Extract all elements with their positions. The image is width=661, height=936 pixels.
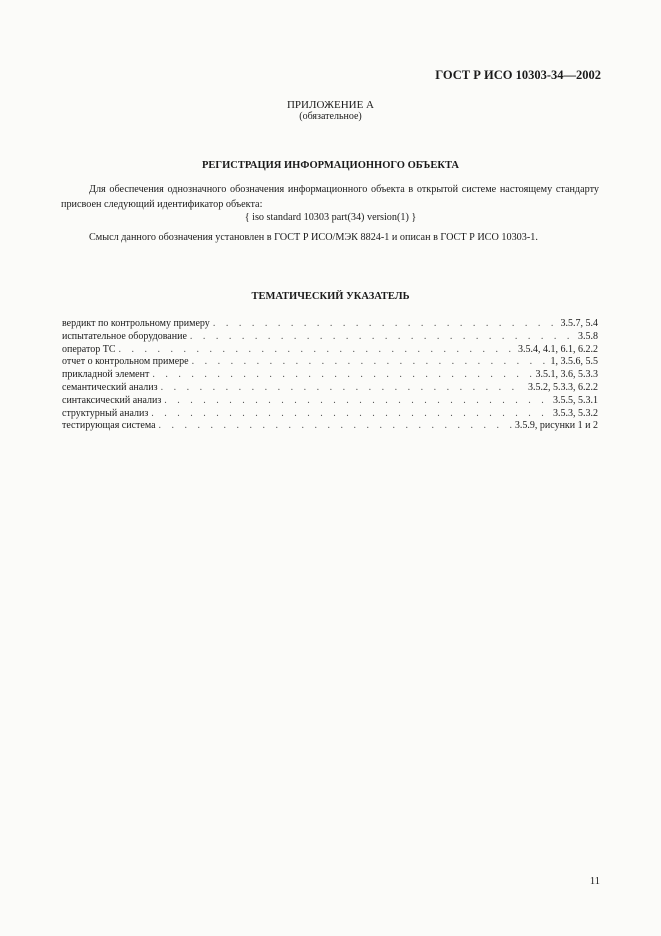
index-term: оператор ТС (62, 343, 116, 355)
index-refs: 3.5.7, 5.4 (560, 318, 598, 329)
registration-title: РЕГИСТРАЦИЯ ИНФОРМАЦИОННОГО ОБЪЕКТА (201, 160, 460, 171)
index-entry (62, 382, 598, 395)
registration-paragraph-2: Смысл данного обозначения установлен в ГОСТ Р ИСО/МЭК 8824-1 и описан в ГОСТ Р ИСО 10303-1. (89, 232, 538, 243)
dot-leader (164, 395, 550, 408)
dot-leader (190, 331, 575, 344)
index-entry (62, 356, 598, 369)
registration-paragraph-1: Для обеспечения однозначного обозначения информационного объекта в открытой системе настоящему стандарту присвоен следующий идентификатор объекта: (61, 184, 599, 210)
dot-leader (152, 369, 532, 382)
index-title: ТЕМАТИЧЕСКИЙ УКАЗАТЕЛЬ (251, 291, 410, 302)
index-entry (62, 408, 598, 421)
dot-leader (213, 318, 558, 331)
index-refs: 3.5.5, 5.3.1 (553, 394, 598, 406)
appendix-heading (0, 100, 661, 122)
subject-index (62, 318, 598, 433)
index-term: семантический анализ (62, 381, 158, 393)
dot-leader (119, 344, 516, 357)
dot-leader (151, 408, 550, 421)
index-entry (62, 318, 598, 331)
index-term: отчет о контрольном примере (62, 356, 189, 368)
index-refs: 3.5.2, 5.3.3, 6.2.2 (528, 381, 598, 393)
index-refs: 3.5.8 (578, 330, 598, 342)
dot-leader (192, 356, 548, 369)
index-entry (62, 344, 598, 357)
index-term: структурный анализ (62, 407, 149, 419)
appendix-title: ПРИЛОЖЕНИЕ А (286, 99, 374, 111)
index-entry (62, 420, 598, 433)
index-entry (62, 331, 598, 344)
dot-leader (159, 420, 512, 433)
index-entry (62, 369, 598, 382)
index-term: испытательное оборудование (62, 330, 187, 342)
index-refs: 3.5.3, 5.3.2 (553, 407, 598, 419)
index-refs: 3.5.1, 3.6, 5.3.3 (535, 369, 598, 381)
appendix-subtitle: (обязательное) (299, 111, 362, 122)
index-term: вердикт по контрольному примеру (62, 318, 210, 329)
page-number: 11 (589, 876, 600, 887)
standard-number: ГОСТ Р ИСО 10303-34—2002 (435, 68, 601, 82)
index-term: прикладной элемент (62, 369, 150, 381)
index-refs: 1, 3.5.6, 5.5 (550, 356, 598, 368)
index-entry (62, 395, 598, 408)
dot-leader (161, 382, 525, 395)
index-term: синтаксический анализ (62, 394, 162, 406)
index-refs: 3.5.9, рисунки 1 и 2 (514, 420, 598, 432)
index-term: тестирующая система (62, 420, 156, 432)
index-refs: 3.5.4, 4.1, 6.1, 6.2.2 (518, 343, 598, 355)
object-identifier: { iso standard 10303 part(34) version(1) } (244, 212, 417, 223)
